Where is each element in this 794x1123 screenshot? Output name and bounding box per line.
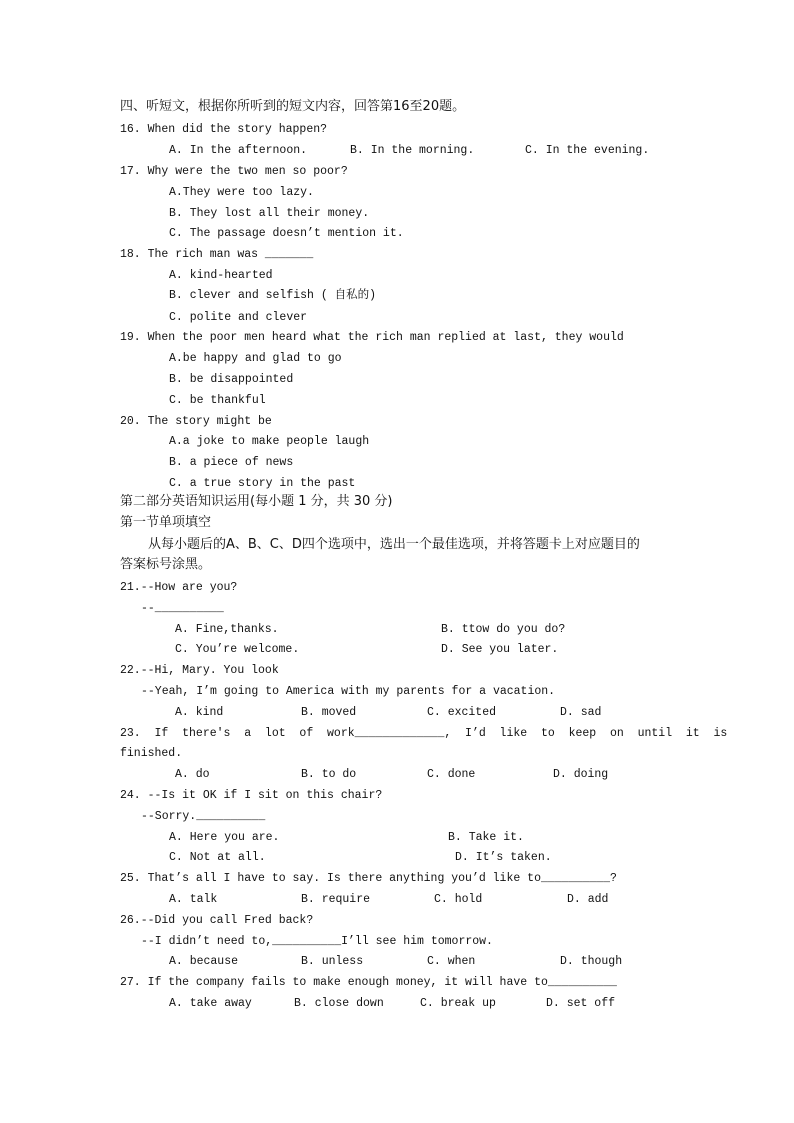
q17-option-b: B. They lost all their money. (169, 207, 370, 220)
q19-option-b: B. be disappointed (169, 373, 294, 386)
q21-option-c: C. You’re welcome. (175, 643, 300, 656)
question-24-stem: 24. --Is it OK if I sit on this chair? (120, 789, 383, 802)
instructions-line-2: 答案标号涂黑。 (120, 557, 212, 572)
q25-option-d: D. add (567, 893, 609, 906)
q23-stem-continued: finished. (120, 747, 183, 760)
q23-option-c: C. done (427, 768, 476, 781)
q16-option-c: C. In the evening. (525, 144, 650, 157)
q27-option-d: D. set off (546, 997, 616, 1010)
q26-option-a: A. because (169, 955, 239, 968)
instructions-line-1: 从每小题后的A、B、C、D四个选项中，选出一个最佳选项，并将答题卡上对应题目的 (148, 537, 640, 552)
q26-option-d: D. though (560, 955, 623, 968)
q19-option-a: A.be happy and glad to go (169, 352, 342, 365)
q25-option-b: B. require (301, 893, 371, 906)
q20-option-a: A.a joke to make people laugh (169, 435, 370, 448)
question-18-stem: 18. The rich man was _______ (120, 248, 314, 261)
q21-option-b: B. ttow do you do? (441, 623, 566, 636)
question-17-stem: 17. Why were the two men so poor? (120, 165, 348, 178)
q25-option-a: A. talk (169, 893, 218, 906)
q27-option-a: A. take away (169, 997, 252, 1010)
q20-option-b: B. a piece of news (169, 456, 294, 469)
q24-option-d: D. It’s taken. (455, 851, 552, 864)
q24-option-b: B. Take it. (448, 831, 524, 844)
q26-option-c: C. when (427, 955, 476, 968)
q22-option-a: A. kind (175, 706, 224, 719)
q21-option-a: A. Fine,thanks. (175, 623, 279, 636)
q17-option-a: A.They were too lazy. (169, 186, 314, 199)
part-title: 第二部分英语知识运用(每小题 1 分，共 30 分) (120, 494, 393, 509)
q24-option-a: A. Here you are. (169, 831, 280, 844)
q23-option-a: A. do (175, 768, 210, 781)
q23-option-b: B. to do (301, 768, 357, 781)
question-26-stem: 26.--Did you call Fred back? (120, 914, 314, 927)
q27-option-c: C. break up (420, 997, 496, 1010)
section-subtitle: 第一节单项填空 (120, 515, 212, 530)
question-23-stem: 23. If there′s a lot of work_____________, I’d like to keep on until it is (120, 727, 728, 740)
q16-option-a: A. In the afternoon. (169, 144, 308, 157)
q18-option-c: C. polite and clever (169, 311, 308, 324)
q16-option-b: B. In the morning. (350, 144, 475, 157)
q19-option-c: C. be thankful (169, 394, 266, 407)
q23-option-d: D. doing (553, 768, 609, 781)
q18-option-b: B. clever and selfish ( 自私的) (169, 289, 377, 302)
q26-option-b: B. unless (301, 955, 364, 968)
q17-option-c: C. The passage doesn’t mention it. (169, 227, 404, 240)
question-16-stem: 16. When did the story happen? (120, 123, 328, 136)
section-title: 四、听短文，根据你所听到的短文内容，回答第16至20题。 (120, 99, 466, 114)
question-27-stem: 27. If the company fails to make enough money, it will have to__________ (120, 976, 617, 989)
q20-option-c: C. a true story in the past (169, 477, 356, 490)
q18-option-a: A. kind-hearted (169, 269, 273, 282)
q26-response: --I didn’t need to,__________I’ll see him tomorrow. (141, 935, 493, 948)
q24-response-blank: --Sorry.__________ (141, 810, 266, 823)
q27-option-b: B. close down (294, 997, 384, 1010)
q21-option-d: D. See you later. (441, 643, 559, 656)
q21-response-blank: --__________ (141, 602, 224, 615)
q25-option-c: C. hold (434, 893, 483, 906)
q22-option-c: C. excited (427, 706, 497, 719)
q22-response: --Yeah, I’m going to America with my parents for a vacation. (141, 685, 556, 698)
question-20-stem: 20. The story might be (120, 415, 272, 428)
question-19-stem: 19. When the poor men heard what the rich man replied at last, they would (120, 331, 624, 344)
question-21-stem: 21.--How are you? (120, 581, 238, 594)
question-22-stem: 22.--Hi, Mary. You look (120, 664, 279, 677)
q22-option-d: D. sad (560, 706, 602, 719)
q24-option-c: C. Not at all. (169, 851, 266, 864)
question-25-stem: 25. That’s all I have to say. Is there anything you’d like to__________? (120, 872, 617, 885)
q22-option-b: B. moved (301, 706, 357, 719)
